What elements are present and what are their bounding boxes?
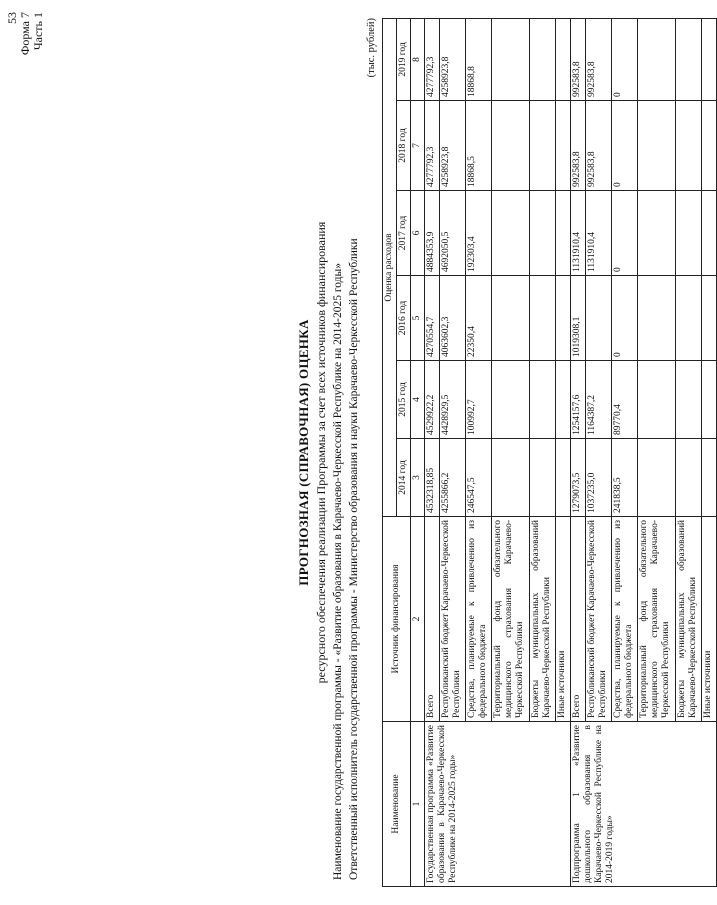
value-cell: 1164387,2 <box>586 361 612 439</box>
year-header: 2014 год <box>397 439 411 517</box>
table-row <box>571 18 586 886</box>
value-cell: 0 <box>612 101 638 191</box>
value-cell: 0 <box>612 191 638 276</box>
value-cell: 4428929,5 <box>440 361 466 439</box>
value-cell: 4063602,3 <box>440 276 466 361</box>
value-cell <box>492 361 530 439</box>
year-header: 2019 год <box>397 18 411 100</box>
value-cell <box>676 276 702 361</box>
source-cell: Всего <box>571 517 586 722</box>
value-cell: 0 <box>612 276 638 361</box>
value-cell: 0 <box>612 18 638 100</box>
value-cell <box>492 191 530 276</box>
value-cell <box>702 191 717 276</box>
value-cell: 992583,8 <box>571 101 586 191</box>
document-title: ПРОГНОЗНАЯ (СПРАВОЧНАЯ) ОЦЕНКА <box>296 319 311 586</box>
col-number: 1 <box>411 722 425 887</box>
source-cell: Республиканский бюджет Карачаево-Черкесской Республики <box>440 517 466 722</box>
value-cell: 1131910,4 <box>571 191 586 276</box>
source-cell: Средства, планируемые к привлечению из федерального бюджета <box>612 517 638 722</box>
value-cell: 4692050,5 <box>440 191 466 276</box>
value-cell: 22350,4 <box>466 276 492 361</box>
source-cell: Республиканский бюджет Карачаево-Черкесской Республики <box>586 517 612 722</box>
value-cell: 4258923,8 <box>440 101 466 191</box>
value-cell <box>530 439 556 517</box>
value-cell <box>530 361 556 439</box>
value-cell: 4277792,3 <box>425 101 440 191</box>
value-cell: 18868,8 <box>466 18 492 100</box>
source-cell: Средства, планируемые к привлечению из федерального бюджета <box>466 517 492 722</box>
value-cell <box>638 361 676 439</box>
value-cell: 192303,4 <box>466 191 492 276</box>
value-cell <box>492 439 530 517</box>
value-cell: 1254157,6 <box>571 361 586 439</box>
value-cell <box>492 101 530 191</box>
value-cell <box>530 18 556 100</box>
value-cell <box>702 361 717 439</box>
value-cell: 18868,5 <box>466 101 492 191</box>
value-cell <box>586 276 612 361</box>
col-number: 7 <box>411 101 425 191</box>
value-cell <box>702 18 717 100</box>
value-cell <box>556 18 571 100</box>
value-cell <box>530 191 556 276</box>
value-cell: 4277792,3 <box>425 18 440 100</box>
value-cell: 4255866,2 <box>440 439 466 517</box>
col-number: 5 <box>411 276 425 361</box>
source-cell: Бюджеты муниципальных образований Карачаево-Черкесской Республики <box>676 517 702 722</box>
form-label: Форма 7 <box>18 12 32 56</box>
col-number: 4 <box>411 361 425 439</box>
value-cell <box>638 18 676 100</box>
program-name-cell: Подпрограмма 1 «Развитие дошкольного образования в Карачаево-Черкесской Республике на 2014-2019 годы» <box>571 722 717 887</box>
table-row <box>425 18 440 886</box>
value-cell: 992583,8 <box>586 101 612 191</box>
value-cell: 992583,8 <box>586 18 612 100</box>
source-cell: Бюджеты муниципальных образований Карачаево-Черкесской Республики <box>530 517 556 722</box>
units-label: (тыс. рублей) <box>366 18 377 78</box>
value-cell: 4532318,85 <box>425 439 440 517</box>
value-cell <box>676 439 702 517</box>
value-cell: 1279073,5 <box>571 439 586 517</box>
source-cell: Территориальный фонд обязательного медицинского страхования Карачаево-Черкесской Республики <box>638 517 676 722</box>
value-cell <box>556 191 571 276</box>
value-cell: 4270554,7 <box>425 276 440 361</box>
value-cell: 1019308,1 <box>571 276 586 361</box>
year-header: 2016 год <box>397 276 411 361</box>
page-number: 53 <box>5 12 19 24</box>
table-body <box>425 18 717 886</box>
value-cell <box>638 276 676 361</box>
value-cell <box>676 101 702 191</box>
part-label: Часть 1 <box>31 12 45 51</box>
col-number: 3 <box>411 439 425 517</box>
value-cell <box>556 439 571 517</box>
header-row-numbers <box>411 18 425 886</box>
program-name-cell: Государственная программа «Развитие образования в Карачаево-Черкесской Республике на 2014-2025 годы» <box>425 722 571 887</box>
program-line: Наименование государственной программы - «Развитие образования в Карачаево-Черкесской Республике на 2014-2025 годы» <box>332 262 344 880</box>
col-number: 8 <box>411 18 425 100</box>
value-cell: 4258923,8 <box>440 18 466 100</box>
col-number: 6 <box>411 191 425 276</box>
value-cell <box>556 361 571 439</box>
value-cell <box>530 276 556 361</box>
header-row-1 <box>383 18 397 886</box>
source-cell: Иные источники <box>702 517 717 722</box>
value-cell <box>676 18 702 100</box>
financing-table <box>382 18 717 887</box>
estimate-header: Оценка расходов <box>383 18 397 516</box>
value-cell <box>530 101 556 191</box>
value-cell <box>702 276 717 361</box>
value-cell <box>638 439 676 517</box>
value-cell <box>492 276 530 361</box>
page-corner <box>6 12 45 55</box>
col-name-header: Наименование <box>383 722 411 887</box>
value-cell <box>556 101 571 191</box>
value-cell <box>702 439 717 517</box>
value-cell: 100992,7 <box>466 361 492 439</box>
executor-line: Ответственный исполнитель государственной программы - Министерство образования и науки Карачаево-Черкесской Республики <box>348 238 360 880</box>
col-number: 2 <box>411 517 425 722</box>
value-cell: 4529922,2 <box>425 361 440 439</box>
value-cell <box>492 18 530 100</box>
value-cell: 89770,4 <box>612 361 638 439</box>
value-cell: 992583,8 <box>571 18 586 100</box>
year-header: 2018 год <box>397 101 411 191</box>
value-cell <box>556 276 571 361</box>
year-header: 2017 год <box>397 191 411 276</box>
value-cell: 4884353,9 <box>425 191 440 276</box>
col-source-header: Источник финансирования <box>383 517 411 722</box>
source-cell: Территориальный фонд обязательного медицинского страхования Карачаево-Черкесской Республики <box>492 517 530 722</box>
value-cell <box>702 101 717 191</box>
document-subtitle: ресурсного обеспечения реализации Программы за счет всех источников финансирования <box>314 221 328 684</box>
value-cell: 1037235,0 <box>586 439 612 517</box>
value-cell: 246547,5 <box>466 439 492 517</box>
year-header: 2015 год <box>397 361 411 439</box>
source-cell: Всего <box>425 517 440 722</box>
value-cell <box>638 101 676 191</box>
value-cell <box>638 191 676 276</box>
value-cell: 241838,5 <box>612 439 638 517</box>
value-cell <box>676 191 702 276</box>
source-cell: Иные источники <box>556 517 571 722</box>
value-cell: 1131910,4 <box>586 191 612 276</box>
value-cell <box>676 361 702 439</box>
